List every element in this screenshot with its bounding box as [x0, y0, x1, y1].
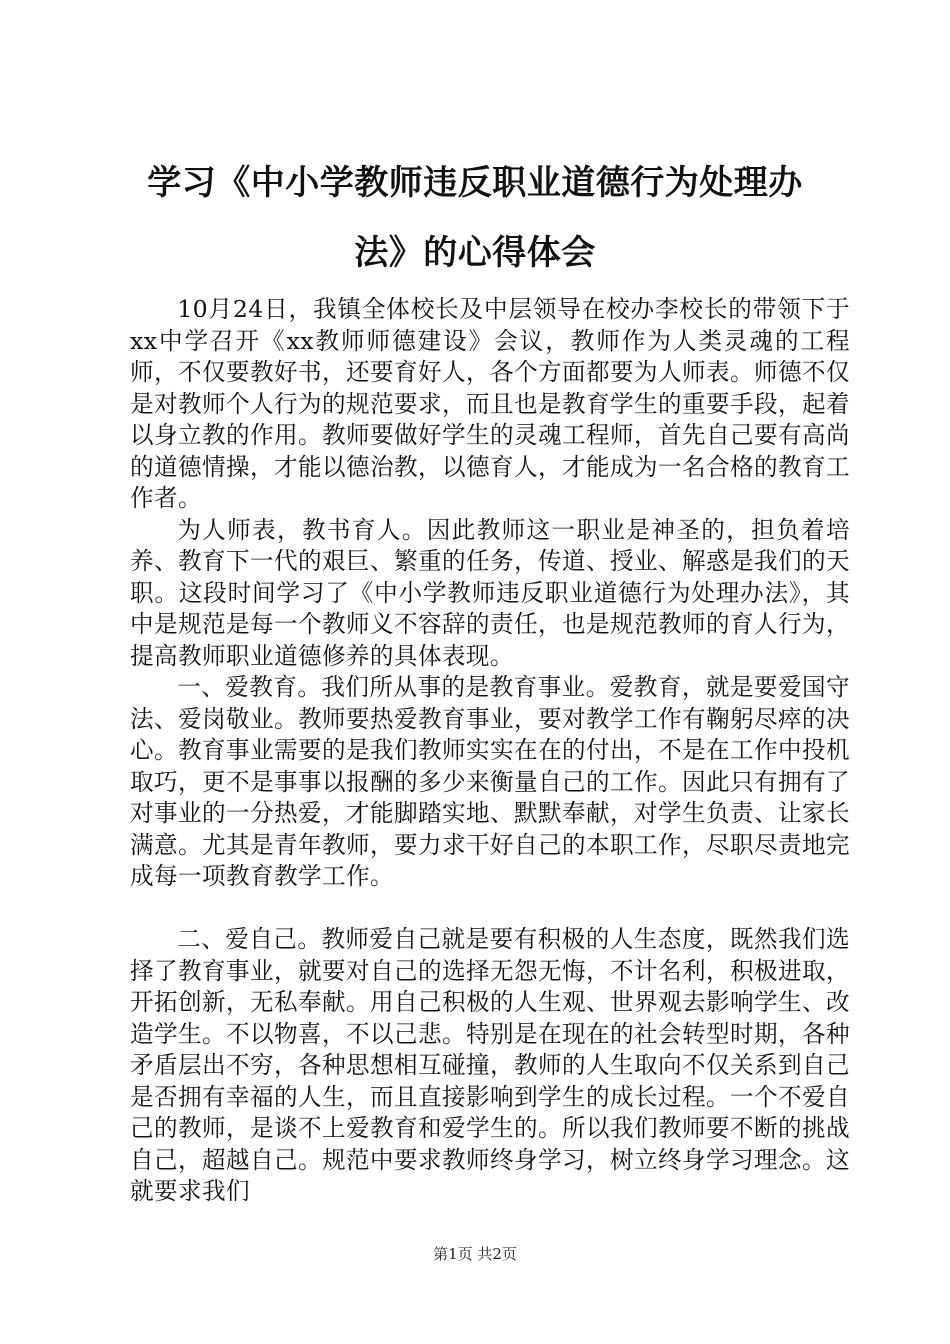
paragraph-love-education: 一、爱教育。我们所从事的是教育事业。爱教育，就是要爱国守法、爱岗敬业。教师要热爱教育事业，要对教学工作有鞠躬尽瘁的决心。教育事业需要的是我们教师实实在在的付出，不是在工作中投机取巧，更不是事事以报酬的多少来衡量自己的工作。因此只有拥有了对事业的一分热爱，才能脚踏实地、默默奉献，对学生负责、让家长满意。尤其是青年教师，要力求干好自己的本职工作，尽职尽责地完成每一项教育教学工作。: [130, 673, 850, 890]
document-title-line-1: 学习《中小学教师违反职业道德行为处理办: [147, 163, 803, 203]
document-body: [130, 294, 850, 1208]
paragraph-intro: 10月24日，我镇全体校长及中层领导在校办李校长的带领下于xx中学召开《xx教师师德建设》会议，教师作为人类灵魂的工程师，不仅要教好书，还要育好人，各个方面都要为人师表。师德不仅是对教师个人行为的规范要求，而且也是教育学生的重要手段，起着以身立教的作用。教师要做好学生的灵魂工程师，首先自己要有高尚的道德情操，才能以德治教，以德育人，才能成为一名合格的教育工作者。: [130, 295, 850, 512]
paragraph-teacher-role: 为人师表，教书育人。因此教师这一职业是神圣的，担负着培养、教育下一代的艰巨、繁重的任务，传道、授业、解惑是我们的天职。这段时间学习了《中小学教师违反职业道德行为处理办法》，其中是规范是每一个教师义不容辞的责任，也是规范教师的育人行为，提高教师职业道德修养的具体表现。: [130, 515, 850, 670]
document-title-line-2: 法》的心得体会: [354, 233, 596, 273]
page-number-footer: 第1页 共2页: [433, 1245, 517, 1263]
paragraph-love-self: 二、爱自己。教师爱自己就是要有积极的人生态度，既然我们选择了教育事业，就要对自己的选择无怨无悔，不计名利，积极进取，开拓创新，无私奉献。用自己积极的人生观、世界观去影响学生、改造学生。不以物喜，不以己悲。特别是在现在的社会转型时期，各种矛盾层出不穷，各种思想相互碰撞，教师的人生取向不仅关系到自己是否拥有幸福的人生，而且直接影响到学生的成长过程。一个不爱自己的教师，是谈不上爱教育和爱学生的。所以我们教师要不断的挑战自己，超越自己。规范中要求教师终身学习，树立终身学习理念。这就要求我们: [130, 925, 850, 1205]
